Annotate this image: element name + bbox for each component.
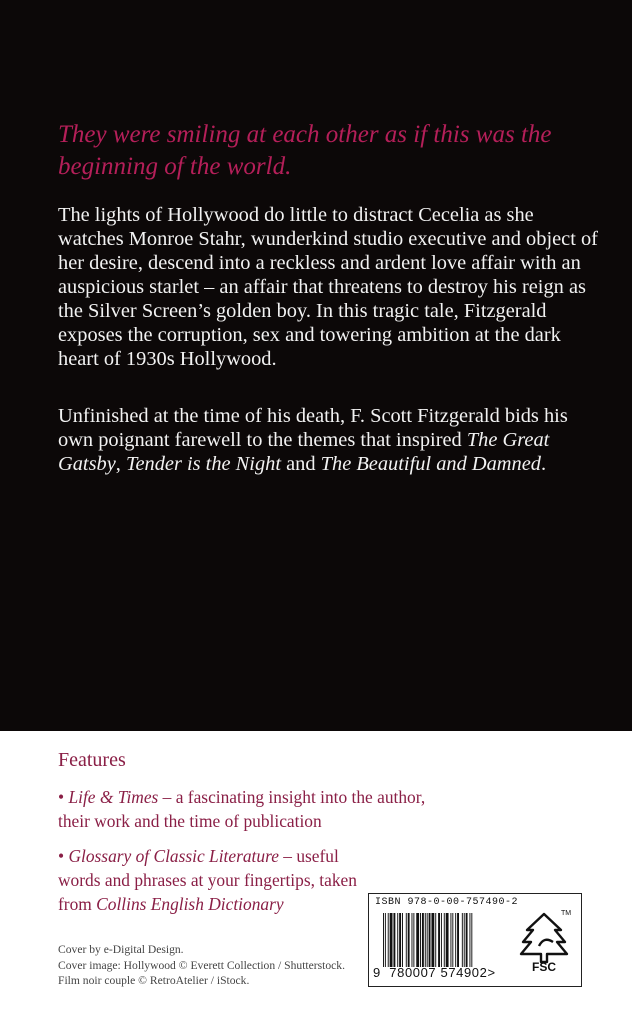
barcode-bar bbox=[455, 913, 456, 967]
feature-item-glossary bbox=[58, 844, 358, 916]
barcode-bar bbox=[393, 913, 395, 967]
barcode-bar bbox=[438, 913, 440, 967]
barcode-bar bbox=[412, 913, 413, 967]
separator: , bbox=[115, 453, 126, 475]
barcode-bar bbox=[416, 913, 419, 967]
features-panel bbox=[0, 731, 632, 1024]
credit-line: Film noir couple © RetroAtelier / iStock. bbox=[58, 974, 250, 987]
barcode-bar bbox=[462, 913, 463, 967]
context-paragraph bbox=[58, 404, 598, 476]
features-heading: Features bbox=[58, 749, 126, 771]
barcode-bar bbox=[383, 913, 384, 967]
barcode-bar bbox=[388, 913, 389, 967]
barcode-bar bbox=[406, 913, 407, 967]
separator: and bbox=[281, 453, 321, 475]
barcode-bar bbox=[420, 913, 421, 967]
barcode-bar bbox=[446, 913, 449, 967]
barcode-bar bbox=[435, 913, 436, 967]
title-tender-night: Tender is the Night bbox=[125, 453, 282, 475]
barcode-bar bbox=[471, 913, 472, 967]
ean-arrow: > bbox=[487, 965, 496, 980]
barcode-bar bbox=[429, 913, 431, 967]
period: . bbox=[540, 453, 547, 475]
feature-title: Life & Times bbox=[68, 787, 159, 807]
barcode-bar bbox=[413, 913, 414, 967]
ean-right-group: 574902 bbox=[440, 965, 488, 980]
feature-source: Collins English Dictionary bbox=[96, 894, 284, 914]
barcode-bar bbox=[444, 913, 445, 967]
ean-first-digit: 9 bbox=[373, 965, 381, 980]
barcode-bar bbox=[464, 913, 465, 967]
context-intro: Unfinished at the time of his death, F. Scott Fitzgerald bids his own poignant farewell to the themes that inspired bbox=[58, 405, 568, 451]
barcode-bar bbox=[385, 913, 386, 967]
feature-text: – useful words and phrases at your fingertips, taken from bbox=[58, 846, 357, 914]
barcode-bar bbox=[402, 913, 403, 967]
bullet-icon: • bbox=[58, 846, 65, 866]
barcode-bar bbox=[422, 913, 424, 967]
fsc-label: FSC bbox=[532, 960, 556, 974]
barcode-bar bbox=[431, 913, 434, 967]
title-great-gatsby: The Great Gatsby bbox=[58, 429, 550, 475]
barcode-bar bbox=[397, 913, 398, 967]
barcode-box bbox=[368, 893, 582, 987]
isbn-text: ISBN 978-0-00-757490-2 bbox=[375, 897, 519, 908]
barcode-bar bbox=[390, 913, 393, 967]
fsc-trademark: TM bbox=[561, 910, 571, 917]
feature-title: Glossary of Classic Literature bbox=[68, 846, 279, 866]
barcode-bar bbox=[399, 913, 401, 967]
pull-quote: They were smiling at each other as if this was the beginning of the world. bbox=[58, 121, 552, 180]
credit-line: Cover by e-Digital Design. bbox=[58, 943, 184, 956]
blurb-paragraph: The lights of Hollywood do little to distract Cecelia as she watches Monroe Stahr, wunderkind studio executive and object of her desire, descend into a reckless and ardent love affair with an auspicious starlet – an affair that threatens to destroy his reign as the Silver Screen’s golden boy. In this tragic tale, Fitzgerald exposes the corruption, sex and towering ambition at the dark heart of 1930s Hollywood. bbox=[58, 204, 598, 370]
barcode-bar bbox=[466, 913, 468, 967]
ean-left-group: 780007 bbox=[389, 965, 437, 980]
barcode-bar bbox=[457, 913, 459, 967]
barcode-bar bbox=[469, 913, 470, 967]
barcode-bar bbox=[441, 913, 442, 967]
feature-text: – a fascinating insight into the author, their work and the time of publication bbox=[58, 787, 426, 831]
cover-credits bbox=[58, 942, 378, 989]
ean-number bbox=[373, 965, 513, 980]
barcode-icon bbox=[383, 913, 507, 967]
barcode-bar bbox=[408, 913, 410, 967]
barcode-bar bbox=[425, 913, 426, 967]
credit-line: Cover image: Hollywood © Everett Collection / Shutterstock. bbox=[58, 958, 346, 972]
title-beautiful-damned: The Beautiful and Damned bbox=[320, 453, 541, 475]
barcode-bar bbox=[452, 913, 453, 967]
bullet-icon: • bbox=[58, 787, 65, 807]
barcode-bar bbox=[450, 913, 451, 967]
feature-item-life-times bbox=[58, 785, 438, 833]
barcode-bar bbox=[427, 913, 428, 967]
